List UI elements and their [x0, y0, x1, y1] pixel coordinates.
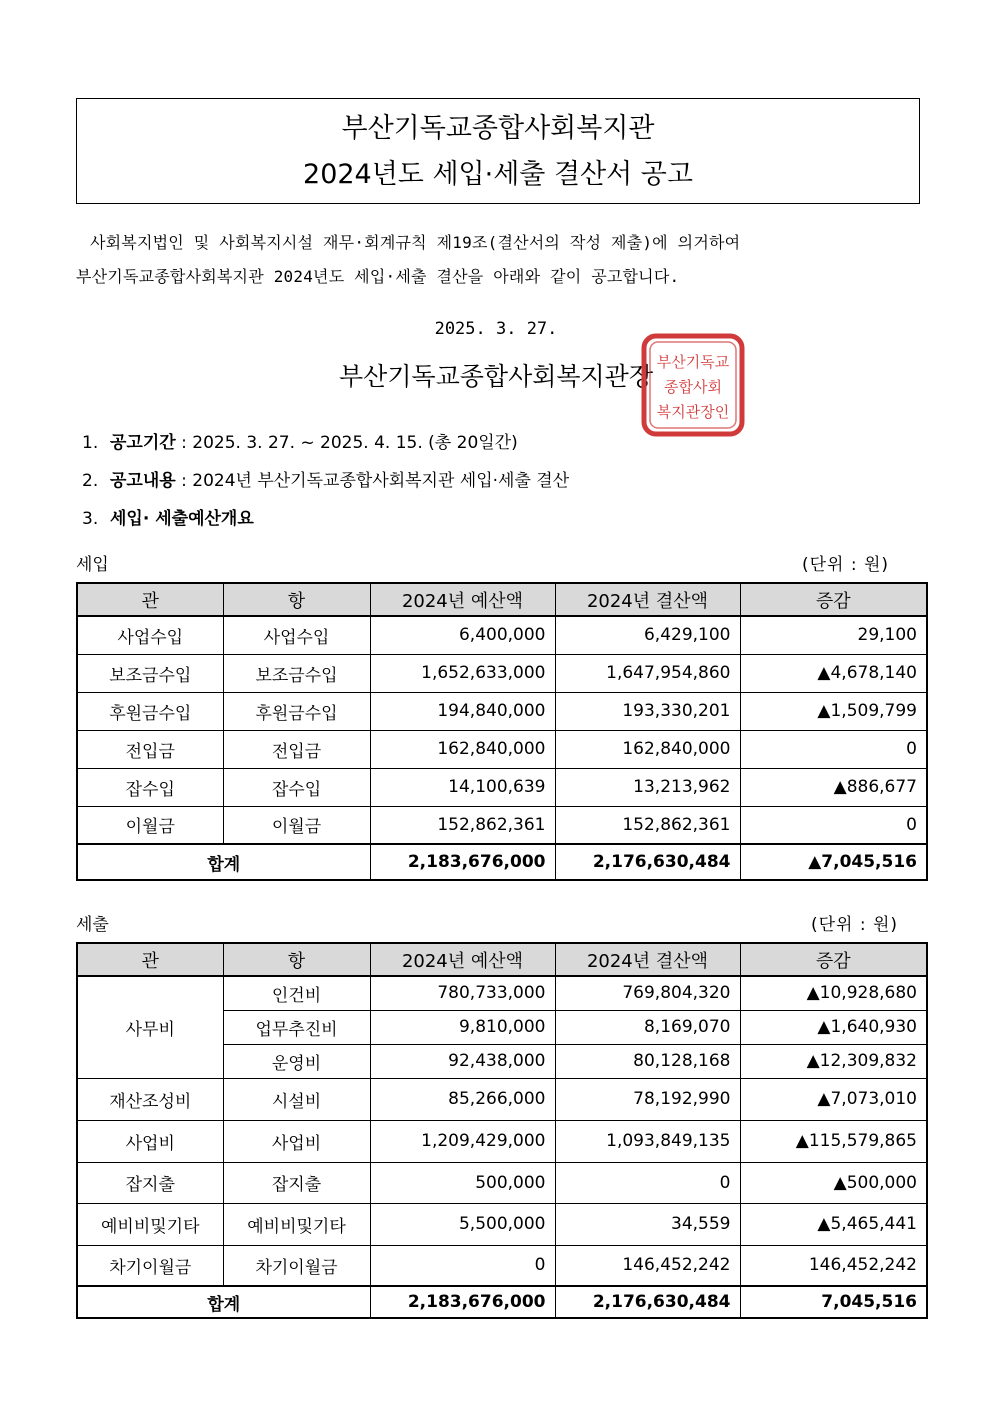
table-row — [77, 806, 927, 844]
cell-settlement: 8,169,070 — [555, 1010, 740, 1044]
cell-budget: 1,209,429,000 — [370, 1120, 555, 1162]
revenue-label: 세입 — [76, 555, 109, 575]
expense-table — [76, 942, 928, 1319]
table-row — [77, 1078, 927, 1120]
table-row — [77, 730, 927, 768]
signer-name: 부산기독교종합사회복지관장 — [339, 362, 653, 391]
cell-budget: 92,438,000 — [370, 1044, 555, 1078]
total-label: 합계 — [77, 844, 370, 880]
cell-hang: 예비비및기타 — [223, 1203, 370, 1245]
cell-settlement: 13,213,962 — [555, 768, 740, 806]
cell-difference: ▲5,465,441 — [740, 1203, 927, 1245]
cell-hang: 전입금 — [223, 730, 370, 768]
intro-line-1: 사회복지법인 및 사회복지시설 재무·회계규칙 제19조(결산서의 작성 제출)에 의거하여 — [90, 233, 741, 252]
seal-text-2: 종합사회 — [664, 378, 722, 396]
cell-hang: 운영비 — [223, 1044, 370, 1078]
table-row — [77, 1162, 927, 1203]
item-value: 2024년 부산기독교종합사회복지관 세입·세출 결산 — [192, 471, 570, 491]
cell-budget: 0 — [370, 1245, 555, 1286]
cell-budget: 500,000 — [370, 1162, 555, 1203]
cell-settlement: 193,330,201 — [555, 692, 740, 730]
cell-difference: ▲500,000 — [740, 1162, 927, 1203]
table-row — [77, 616, 927, 654]
header-settlement: 2024년 결산액 — [555, 583, 740, 616]
cell-gwan: 사업비 — [77, 1120, 223, 1162]
cell-budget: 194,840,000 — [370, 692, 555, 730]
cell-hang: 잡수입 — [223, 768, 370, 806]
cell-settlement: 6,429,100 — [555, 616, 740, 654]
cell-difference: ▲1,509,799 — [740, 692, 927, 730]
total-settlement: 2,176,630,484 — [555, 844, 740, 880]
cell-gwan: 잡지출 — [77, 1162, 223, 1203]
cell-gwan: 이월금 — [77, 806, 223, 844]
cell-settlement: 1,647,954,860 — [555, 654, 740, 692]
cell-gwan: 사무비 — [77, 976, 223, 1078]
cell-gwan: 잡수입 — [77, 768, 223, 806]
notice-item-content — [82, 462, 569, 500]
cell-difference: ▲115,579,865 — [740, 1120, 927, 1162]
total-settlement: 2,176,630,484 — [555, 1286, 740, 1318]
cell-settlement: 1,093,849,135 — [555, 1120, 740, 1162]
cell-settlement: 0 — [555, 1162, 740, 1203]
cell-difference: 0 — [740, 730, 927, 768]
header-budget: 2024년 예산액 — [370, 943, 555, 976]
cell-hang: 차기이월금 — [223, 1245, 370, 1286]
item-value: 2025. 3. 27. ~ 2025. 4. 15. (총 20일간) — [192, 433, 518, 453]
seal-text-1: 부산기독교 — [656, 353, 730, 371]
cell-budget: 162,840,000 — [370, 730, 555, 768]
cell-budget: 9,810,000 — [370, 1010, 555, 1044]
item-label: 공고내용 — [110, 471, 176, 491]
item-number: 3. — [82, 509, 99, 529]
table-row — [77, 1120, 927, 1162]
header-difference: 증감 — [740, 943, 927, 976]
seal-text-3: 복지관장인 — [656, 403, 730, 421]
header-gwan: 관 — [77, 943, 223, 976]
table-row — [77, 768, 927, 806]
announcement-date: 2025. 3. 27. — [434, 319, 558, 339]
cell-hang: 사업비 — [223, 1120, 370, 1162]
table-row — [77, 654, 927, 692]
table-header-row — [77, 583, 927, 616]
header-gwan: 관 — [77, 583, 223, 616]
title-box — [76, 98, 920, 204]
cell-budget: 14,100,639 — [370, 768, 555, 806]
cell-difference: 146,452,242 — [740, 1245, 927, 1286]
table-row — [77, 1245, 927, 1286]
table-total-row — [77, 844, 927, 880]
cell-hang: 인건비 — [223, 976, 370, 1010]
header-hang: 항 — [223, 943, 370, 976]
cell-difference: ▲4,678,140 — [740, 654, 927, 692]
header-difference: 증감 — [740, 583, 927, 616]
cell-budget: 6,400,000 — [370, 616, 555, 654]
cell-gwan: 차기이월금 — [77, 1245, 223, 1286]
revenue-unit: (단위 : 원) — [802, 555, 890, 575]
item-label: 세입· 세출예산개요 — [110, 509, 254, 529]
cell-difference: ▲12,309,832 — [740, 1044, 927, 1078]
document-subtitle: 2024년도 세입·세출 결산서 공고 — [303, 159, 693, 190]
cell-settlement: 80,128,168 — [555, 1044, 740, 1078]
official-seal-icon — [638, 330, 748, 440]
cell-gwan: 사업수입 — [77, 616, 223, 654]
notice-item-overview — [82, 500, 569, 538]
header-hang: 항 — [223, 583, 370, 616]
cell-settlement: 34,559 — [555, 1203, 740, 1245]
cell-gwan: 후원금수입 — [77, 692, 223, 730]
cell-hang: 사업수입 — [223, 616, 370, 654]
cell-hang: 이월금 — [223, 806, 370, 844]
cell-settlement: 162,840,000 — [555, 730, 740, 768]
cell-hang: 잡지출 — [223, 1162, 370, 1203]
total-difference: 7,045,516 — [740, 1286, 927, 1318]
cell-gwan: 예비비및기타 — [77, 1203, 223, 1245]
cell-budget: 85,266,000 — [370, 1078, 555, 1120]
cell-settlement: 78,192,990 — [555, 1078, 740, 1120]
table-row — [77, 1203, 927, 1245]
total-budget: 2,183,676,000 — [370, 844, 555, 880]
cell-budget: 5,500,000 — [370, 1203, 555, 1245]
cell-difference: ▲1,640,930 — [740, 1010, 927, 1044]
cell-hang: 시설비 — [223, 1078, 370, 1120]
cell-budget: 1,652,633,000 — [370, 654, 555, 692]
total-budget: 2,183,676,000 — [370, 1286, 555, 1318]
revenue-table — [76, 582, 928, 881]
cell-difference: 29,100 — [740, 616, 927, 654]
cell-hang: 보조금수입 — [223, 654, 370, 692]
notice-item-period — [82, 424, 569, 462]
item-separator: : — [175, 433, 193, 453]
table-row — [77, 692, 927, 730]
intro-line-2: 부산기독교종합사회복지관 2024년도 세입·세출 결산을 아래와 같이 공고합니다. — [76, 267, 680, 286]
document-title: 부산기독교종합사회복지관 — [341, 113, 655, 144]
total-difference: ▲7,045,516 — [740, 844, 927, 880]
cell-hang: 업무추진비 — [223, 1010, 370, 1044]
table-total-row — [77, 1286, 927, 1318]
cell-budget: 780,733,000 — [370, 976, 555, 1010]
cell-difference: ▲886,677 — [740, 768, 927, 806]
table-header-row — [77, 943, 927, 976]
cell-gwan: 전입금 — [77, 730, 223, 768]
cell-hang: 후원금수입 — [223, 692, 370, 730]
cell-difference: ▲7,073,010 — [740, 1078, 927, 1120]
header-settlement: 2024년 결산액 — [555, 943, 740, 976]
cell-settlement: 769,804,320 — [555, 976, 740, 1010]
item-separator: : — [175, 471, 193, 491]
item-label: 공고기간 — [110, 433, 176, 453]
table-row — [77, 976, 927, 1010]
cell-difference: 0 — [740, 806, 927, 844]
total-label: 합계 — [77, 1286, 370, 1318]
expense-label: 세출 — [76, 915, 109, 935]
cell-settlement: 146,452,242 — [555, 1245, 740, 1286]
item-number: 2. — [82, 471, 99, 491]
cell-gwan: 보조금수입 — [77, 654, 223, 692]
notice-items — [82, 424, 569, 538]
cell-difference: ▲10,928,680 — [740, 976, 927, 1010]
item-number: 1. — [82, 433, 99, 453]
cell-settlement: 152,862,361 — [555, 806, 740, 844]
header-budget: 2024년 예산액 — [370, 583, 555, 616]
cell-budget: 152,862,361 — [370, 806, 555, 844]
expense-unit: (단위 : 원) — [811, 915, 899, 935]
cell-gwan: 재산조성비 — [77, 1078, 223, 1120]
intro-paragraph — [76, 226, 926, 294]
